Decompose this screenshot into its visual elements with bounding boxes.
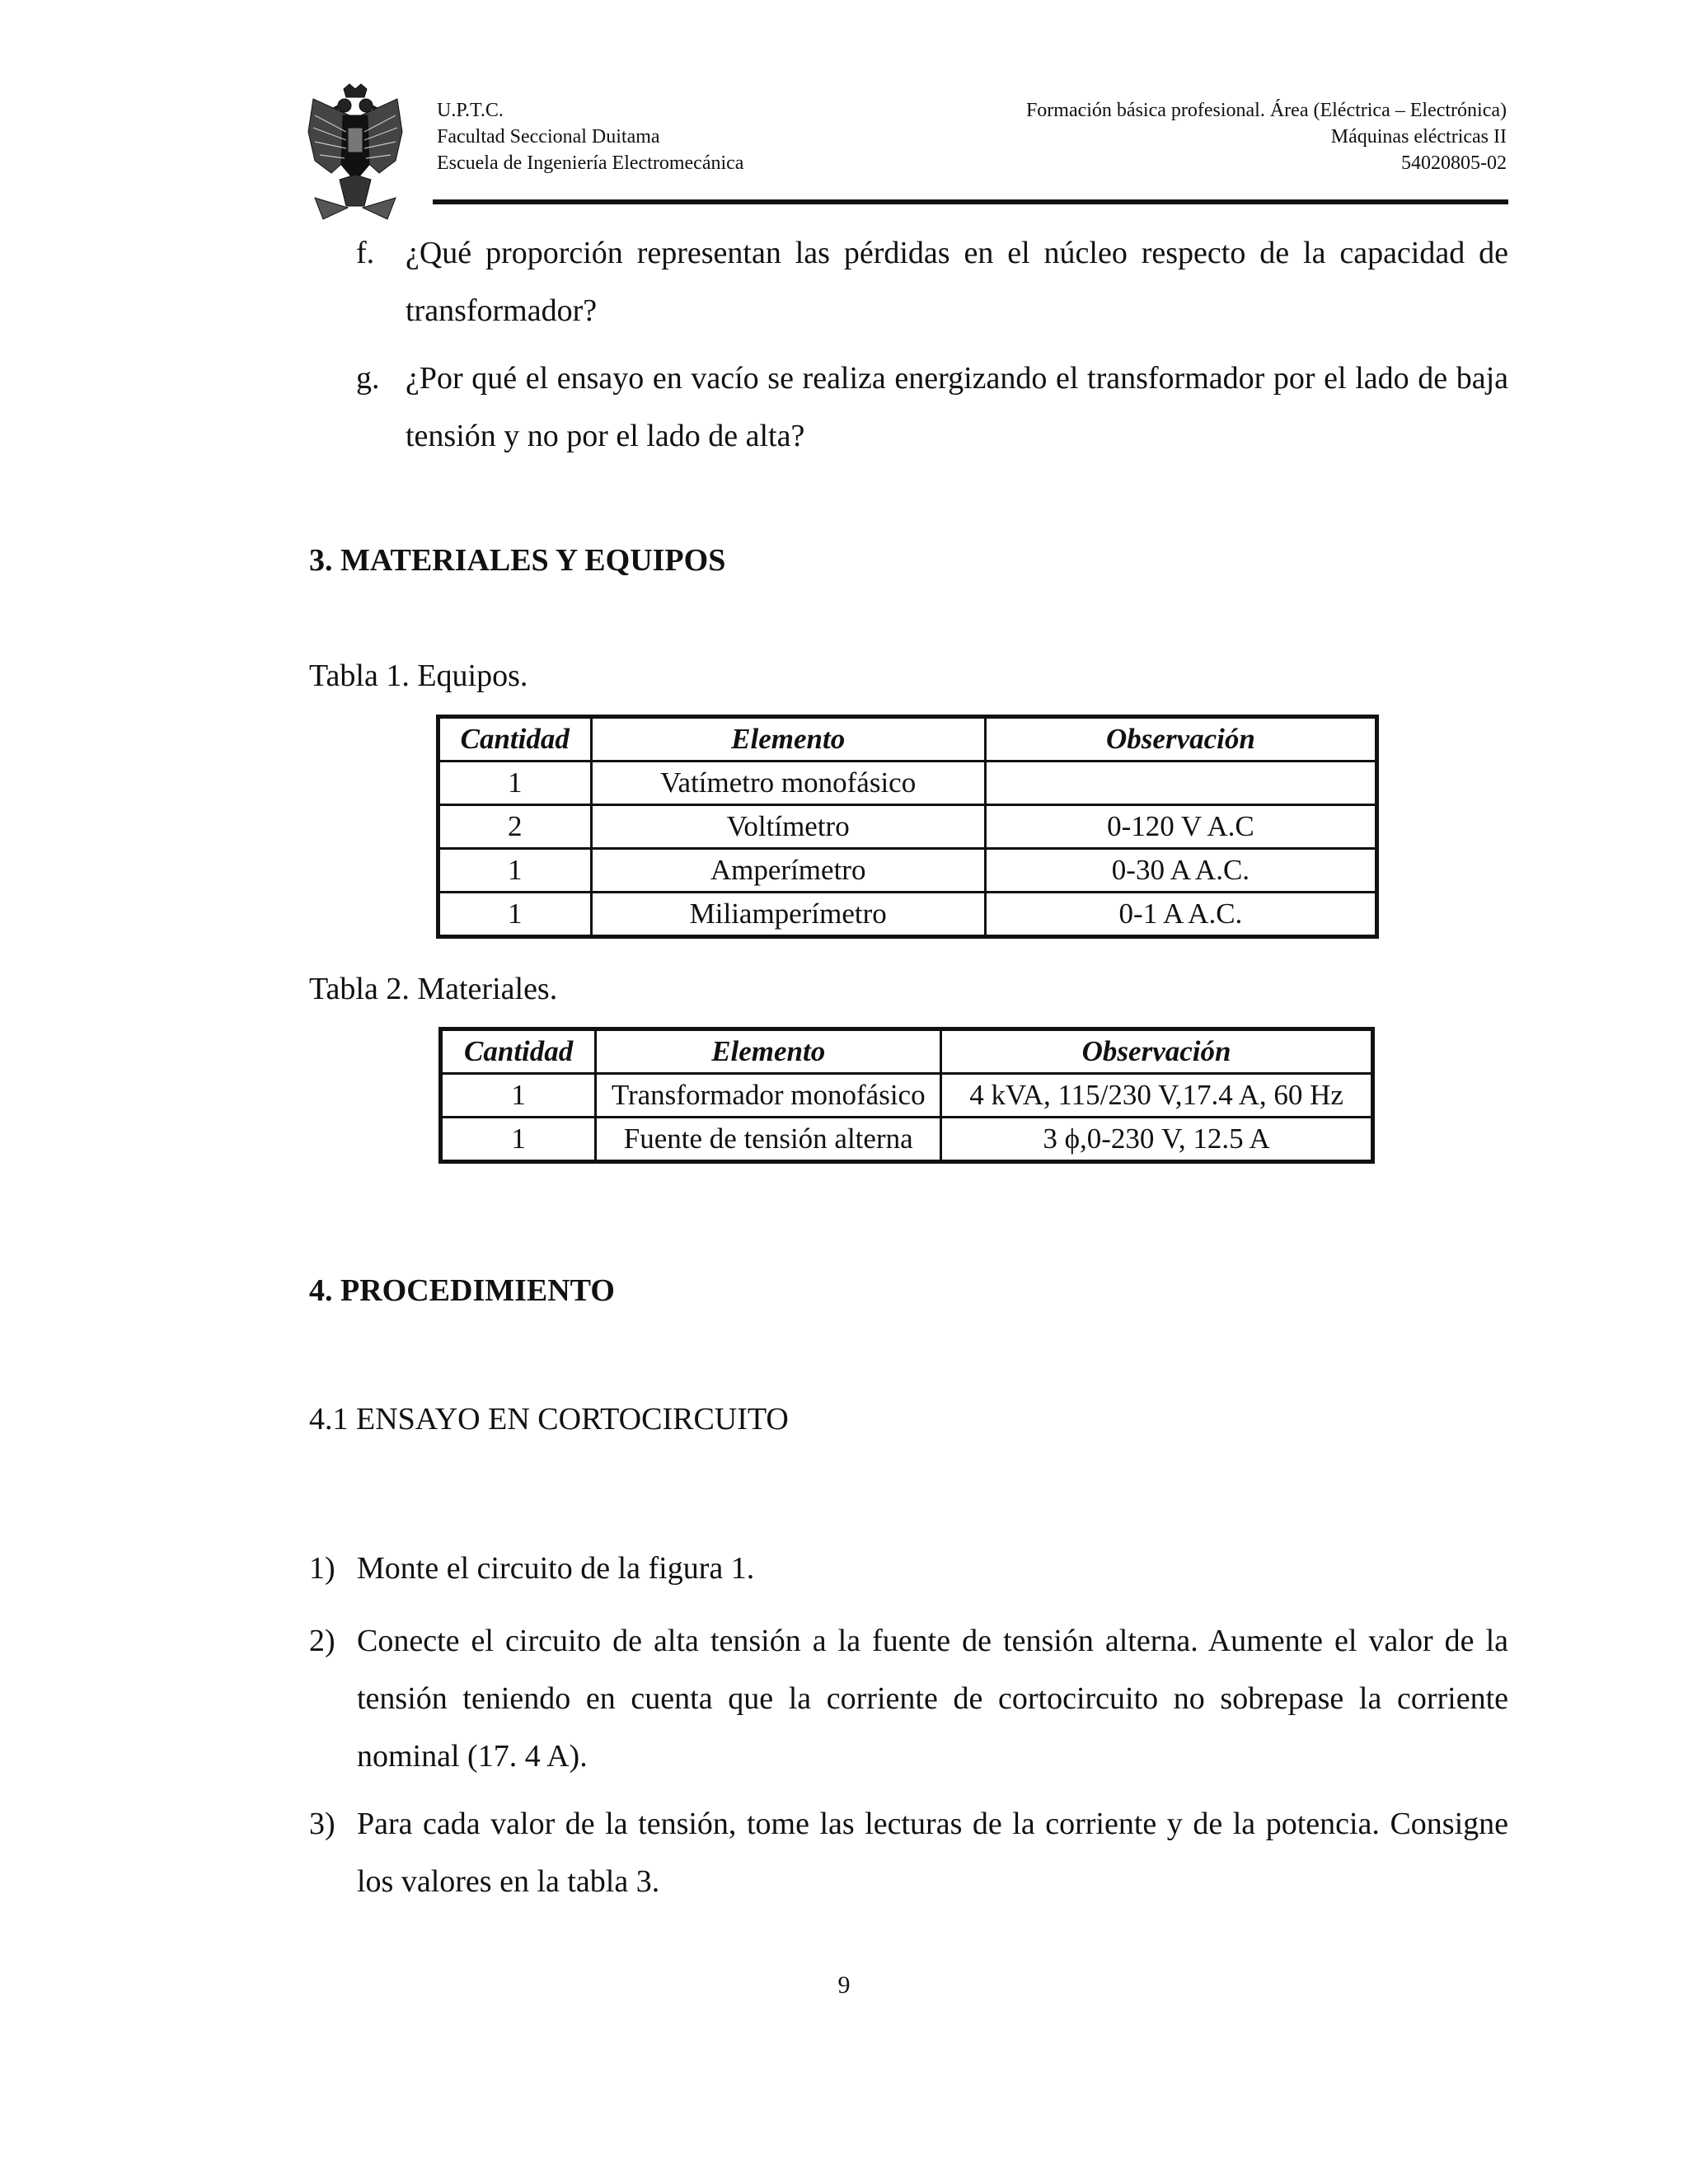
cell-elemento: Vatímetro monofásico xyxy=(591,762,985,805)
table-1-caption: Tabla 1. Equipos. xyxy=(309,658,528,693)
step-2-label: 2) xyxy=(309,1624,335,1658)
header-school: Escuela de Ingeniería Electromecánica xyxy=(437,152,744,174)
table-2-caption: Tabla 2. Materiales. xyxy=(309,972,558,1006)
section-4-1-subtitle: 4.1 ENSAYO EN CORTOCIRCUITO xyxy=(309,1402,789,1436)
column-header-elemento: Elemento xyxy=(591,717,985,762)
table-header-row xyxy=(438,717,1377,762)
cell-cantidad: 1 xyxy=(438,849,592,893)
column-header-observacion: Observación xyxy=(941,1029,1373,1074)
table-2-materiales xyxy=(438,1027,1375,1164)
cell-observacion: 0-120 V A.C xyxy=(985,805,1376,849)
column-header-elemento: Elemento xyxy=(596,1029,941,1074)
step-3-text: Para cada valor de la tensión, tome las lecturas de la corriente y de la potencia. Consigne los valores en la tabla 3. xyxy=(357,1807,1508,1899)
table-row xyxy=(438,849,1377,893)
table-1-equipos xyxy=(436,715,1379,939)
cell-elemento: Voltímetro xyxy=(591,805,985,849)
step-1-text: Monte el circuito de la figura 1. xyxy=(357,1551,755,1586)
table-row xyxy=(438,805,1377,849)
step-3-label: 3) xyxy=(309,1807,335,1841)
header-code: 54020805-02 xyxy=(1401,152,1507,174)
header-course: Máquinas eléctricas II xyxy=(1330,126,1507,148)
table-row xyxy=(441,1118,1373,1162)
header-left xyxy=(437,97,743,176)
question-g-text: ¿Por qué el ensayo en vacío se realiza energizando el transformador por el lado de baja tensión y no por el lado de alta? xyxy=(406,361,1508,453)
header-faculty: Facultad Seccional Duitama xyxy=(437,126,660,148)
eagle-crest-icon xyxy=(307,82,404,221)
step-2-text: Conecte el circuito de alta tensión a la fuente de tensión alterna. Aumente el valor de la tensión teniendo en cuenta que la corriente de cortocircuito no sobrepase la corriente nominal (17. 4 A). xyxy=(357,1624,1508,1774)
table-row xyxy=(438,893,1377,937)
cell-observacion xyxy=(985,762,1376,805)
table-row xyxy=(438,762,1377,805)
cell-elemento: Miliamperímetro xyxy=(591,893,985,937)
cell-observacion: 4 kVA, 115/230 V,17.4 A, 60 Hz xyxy=(941,1074,1373,1118)
header-university: U.P.T.C. xyxy=(437,100,504,121)
cell-observacion: 0-30 A A.C. xyxy=(985,849,1376,893)
question-g-letter: g. xyxy=(356,361,380,396)
column-header-cantidad: Cantidad xyxy=(438,717,592,762)
question-f-letter: f. xyxy=(356,236,375,270)
cell-elemento: Fuente de tensión alterna xyxy=(596,1118,941,1162)
cell-elemento: Transformador monofásico xyxy=(596,1074,941,1118)
column-header-cantidad: Cantidad xyxy=(441,1029,596,1074)
cell-cantidad: 1 xyxy=(441,1118,596,1162)
table-header-row xyxy=(441,1029,1373,1074)
page-number: 9 xyxy=(837,1971,851,1999)
header-divider xyxy=(433,199,1508,204)
cell-cantidad: 1 xyxy=(438,762,592,805)
section-3-title: 3. MATERIALES Y EQUIPOS xyxy=(309,543,726,578)
cell-cantidad: 2 xyxy=(438,805,592,849)
header-area: Formación básica profesional. Área (Eléctrica – Electrónica) xyxy=(1025,100,1507,121)
cell-observacion: 3 ϕ,0-230 V, 12.5 A xyxy=(941,1118,1373,1162)
cell-cantidad: 1 xyxy=(441,1074,596,1118)
question-f-text: ¿Qué proporción representan las pérdidas en el núcleo respecto de la capacidad de transformador? xyxy=(406,236,1508,328)
cell-cantidad: 1 xyxy=(438,893,592,937)
cell-elemento: Amperímetro xyxy=(591,849,985,893)
step-1-label: 1) xyxy=(309,1551,335,1586)
column-header-observacion: Observación xyxy=(985,717,1376,762)
section-4-title: 4. PROCEDIMIENTO xyxy=(309,1273,615,1308)
cell-observacion: 0-1 A A.C. xyxy=(985,893,1376,937)
table-row xyxy=(441,1074,1373,1118)
header-right xyxy=(1026,97,1507,176)
